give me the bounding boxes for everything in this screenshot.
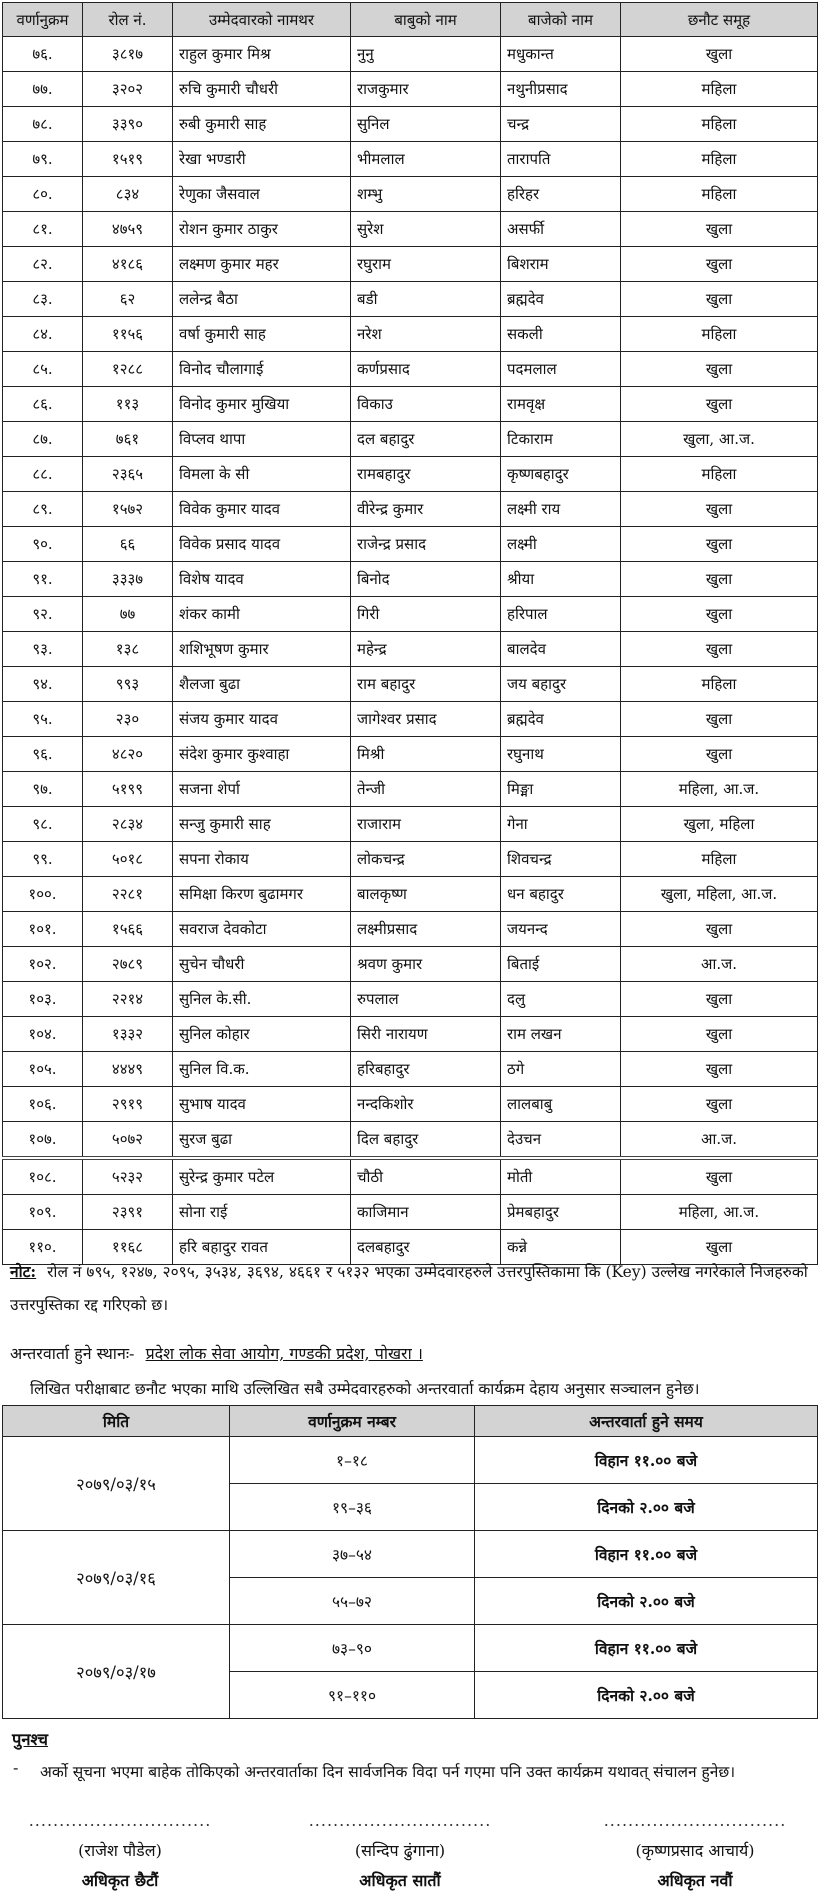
name-cell: शशिभूषण कुमार [173,632,351,667]
table-row [3,247,818,282]
table-row [3,72,818,107]
serial-cell: ९९. [3,842,83,877]
grandfather-name-cell: हरिपाल [501,597,621,632]
roll-cell: ११३ [83,387,173,422]
group-cell: खुला [621,527,818,562]
schedule-range: ७३–९० [230,1625,475,1672]
candidate-table [2,2,818,1265]
roll-cell: ६६ [83,527,173,562]
roll-cell: १५७२ [83,492,173,527]
roll-cell: ४१८६ [83,247,173,282]
serial-cell: ८६. [3,387,83,422]
signatory-name: (कृष्णप्रसाद आचार्य) [635,1841,755,1860]
name-cell: विवेक प्रसाद यादव [173,527,351,562]
roll-cell: ५२३२ [83,1158,173,1195]
schedule-range: ३७–५४ [230,1531,475,1578]
table-row [3,562,818,597]
group-cell: महिला [621,142,818,177]
name-cell: रुचि कुमारी चौधरी [173,72,351,107]
group-cell: खुला, आ.ज. [621,422,818,457]
name-cell: संदेश कुमार कुश्वाहा [173,737,351,772]
venue-label: अन्तरवार्ता हुने स्थानः- [10,1344,135,1363]
table-row [3,982,818,1017]
roll-cell: १५६६ [83,912,173,947]
group-cell: खुला [621,37,818,72]
father-name-cell: बिनोद [351,562,501,597]
serial-cell: ८९. [3,492,83,527]
table-row [3,1017,818,1052]
serial-cell: ७८. [3,107,83,142]
roll-cell: ४४४९ [83,1052,173,1087]
table-row [3,177,818,212]
serial-cell: ९६. [3,737,83,772]
father-name-cell: रामबहादुर [351,457,501,492]
roll-cell: ४८२० [83,737,173,772]
postscript-text: अर्को सूचना भएमा बाहेक तोकिएको अन्तरवार्ताका दिन सार्वजनिक विदा पर्न गएमा पनि उक्त कार्यक्रम यथावत् संचालन हुनेछ। [40,1763,736,1781]
table-row [3,457,818,492]
serial-cell: १०३. [3,982,83,1017]
serial-cell: ९५. [3,702,83,737]
schedule-header-range: वर्णानुक्रम नम्बर [230,1406,475,1437]
roll-cell: १२८८ [83,352,173,387]
roll-cell: २२१४ [83,982,173,1017]
roll-cell: ७६१ [83,422,173,457]
father-name-cell: काजिमान [351,1195,501,1230]
father-name-cell: कर्णप्रसाद [351,352,501,387]
table-row [3,772,818,807]
name-cell: विशेष यादव [173,562,351,597]
table-row [3,702,818,737]
group-cell: खुला [621,597,818,632]
group-cell: खुला [621,737,818,772]
serial-cell: ९१. [3,562,83,597]
grandfather-name-cell: रघुनाथ [501,737,621,772]
group-cell: खुला [621,562,818,597]
name-cell: राहुल कुमार मिश्र [173,37,351,72]
serial-cell: ८२. [3,247,83,282]
name-cell: सपना रोकाय [173,842,351,877]
note-text: रोल नं ७९५, १२४७, २०९५, ३५३४, ३६९४, ४६६१ र ५१३२ भएका उम्मेदवारहरुले उत्तरपुस्तिकामा कि (Key) उल्लेख नगरेकाले निजहरुको उत्तरपुस्तिका रद्द गरिएको छ। [10,1263,808,1314]
group-cell: खुला [621,1087,818,1122]
grandfather-name-cell: दलु [501,982,621,1017]
father-name-cell: राजेन्द्र प्रसाद [351,527,501,562]
table-row [3,597,818,632]
name-cell: सुरज बुढा [173,1122,351,1159]
table-row [3,387,818,422]
father-name-cell: दलबहादुर [351,1230,501,1265]
father-name-cell: नन्दकिशोर [351,1087,501,1122]
group-cell: आ.ज. [621,947,818,982]
postscript-bullet: - [13,1758,19,1777]
grandfather-name-cell: मिङ्मा [501,772,621,807]
roll-cell: ५०७२ [83,1122,173,1159]
roll-cell: ३२०२ [83,72,173,107]
father-name-cell: बडी [351,282,501,317]
name-cell: रुबी कुमारी साह [173,107,351,142]
serial-cell: १०७. [3,1122,83,1159]
signature-line: .............................. [308,1811,492,1830]
grandfather-name-cell: हरिहर [501,177,621,212]
father-name-cell: रुपलाल [351,982,501,1017]
roll-cell: ३३३७ [83,562,173,597]
father-name-cell: नरेश [351,317,501,352]
signatory-3 [595,1812,795,1896]
table-row [3,1087,818,1122]
father-name-cell: तेन्जी [351,772,501,807]
roll-cell: २९१९ [83,1087,173,1122]
roll-cell: ३८१७ [83,37,173,72]
grandfather-name-cell: श्रीया [501,562,621,597]
group-cell: खुला [621,702,818,737]
schedule-time: विहान ११.०० बजे [475,1437,818,1484]
name-cell: सोना राई [173,1195,351,1230]
table-row [3,632,818,667]
table-row [3,212,818,247]
grandfather-name-cell: कृष्णबहादुर [501,457,621,492]
father-name-cell: जागेश्वर प्रसाद [351,702,501,737]
group-cell: खुला [621,247,818,282]
signatory-rank: अधिकृत नवौं [657,1871,733,1890]
schedule-row [3,1437,818,1484]
father-name-cell: राजाराम [351,807,501,842]
father-name-cell: लक्ष्मीप्रसाद [351,912,501,947]
schedule-intro: लिखित परीक्षाबाट छनौट भएका माथि उल्लिखित सबै उम्मेदवारहरुको अन्तरवार्ता कार्यक्रम देहाय अनुसार सञ्चालन हुनेछ। [30,1380,700,1398]
serial-cell: ८५. [3,352,83,387]
table-row [3,1158,818,1195]
roll-cell: २३० [83,702,173,737]
table-row [3,142,818,177]
grandfather-name-cell: धन बहादुर [501,877,621,912]
name-cell: सन्जु कुमारी साह [173,807,351,842]
signatory-name: (सन्दिप ढुंगाना) [354,1841,446,1860]
group-cell: खुला [621,282,818,317]
signatory-1 [20,1812,220,1896]
grandfather-name-cell: शिवचन्द्र [501,842,621,877]
name-cell: सुभाष यादव [173,1087,351,1122]
table-row [3,807,818,842]
serial-cell: ९०. [3,527,83,562]
father-name-cell: राम बहादुर [351,667,501,702]
grandfather-name-cell: ब्रह्मदेव [501,702,621,737]
table-row [3,1195,818,1230]
group-cell: महिला [621,72,818,107]
serial-cell: १०२. [3,947,83,982]
grandfather-name-cell: गेना [501,807,621,842]
table-row [3,667,818,702]
group-cell: खुला [621,1052,818,1087]
name-cell: वर्षा कुमारी साह [173,317,351,352]
schedule-date: २०७९/०३/१५ [3,1437,230,1531]
grandfather-name-cell: सकली [501,317,621,352]
name-cell: विमला के सी [173,457,351,492]
interview-venue [10,1342,423,1364]
name-cell: सुरेन्द्र कुमार पटेल [173,1158,351,1195]
schedule-date: २०७९/०३/१७ [3,1625,230,1719]
group-cell: खुला [621,982,818,1017]
serial-cell: ११०. [3,1230,83,1265]
group-cell: महिला [621,177,818,212]
roll-cell: ९९३ [83,667,173,702]
signature-line: .............................. [28,1811,212,1830]
roll-cell: २३६५ [83,457,173,492]
roll-cell: २७८९ [83,947,173,982]
schedule-header-time: अन्तरवार्ता हुने समय [475,1406,818,1437]
table-row [3,107,818,142]
serial-cell: १०९. [3,1195,83,1230]
father-name-cell: भीमलाल [351,142,501,177]
grandfather-name-cell: प्रेमबहादुर [501,1195,621,1230]
serial-cell: ९७. [3,772,83,807]
father-name-cell: शम्भु [351,177,501,212]
roll-cell: २३९१ [83,1195,173,1230]
name-cell: विनोद चौलागाई [173,352,351,387]
header-grandfather-name: बाजेको नाम [501,3,621,37]
grandfather-name-cell: ब्रह्मदेव [501,282,621,317]
grandfather-name-cell: कन्ने [501,1230,621,1265]
header-candidate-name: उम्मेदवारको नामथर [173,3,351,37]
schedule-time: दिनको २.०० बजे [475,1672,818,1719]
roll-cell: ३३९० [83,107,173,142]
schedule-time: दिनको २.०० बजे [475,1484,818,1531]
name-cell: सजना शेर्पा [173,772,351,807]
grandfather-name-cell: असर्फी [501,212,621,247]
grandfather-name-cell: तारापति [501,142,621,177]
group-cell: खुला [621,1158,818,1195]
note-label: नोट: [10,1262,37,1281]
grandfather-name-cell: ठगे [501,1052,621,1087]
schedule-date: २०७९/०३/१६ [3,1531,230,1625]
header-selection-group: छनौट समूह [621,3,818,37]
serial-cell: ८७. [3,422,83,457]
serial-cell: ९८. [3,807,83,842]
grandfather-name-cell: चन्द्र [501,107,621,142]
roll-cell: ७७ [83,597,173,632]
group-cell: महिला [621,842,818,877]
group-cell: खुला [621,1230,818,1265]
serial-cell: ८०. [3,177,83,212]
grandfather-name-cell: रामवृक्ष [501,387,621,422]
grandfather-name-cell: नथुनीप्रसाद [501,72,621,107]
table-row [3,737,818,772]
signatory-2 [300,1812,500,1896]
signatory-rank: अधिकृत छैटौं [81,1871,159,1890]
father-name-cell: सिरी नारायण [351,1017,501,1052]
serial-cell: ९४. [3,667,83,702]
father-name-cell: नुनु [351,37,501,72]
name-cell: सुचेन चौधरी [173,947,351,982]
grandfather-name-cell: जय बहादुर [501,667,621,702]
signatory-rank: अधिकृत सातौं [359,1871,441,1890]
schedule-time: विहान ११.०० बजे [475,1531,818,1578]
grandfather-name-cell: मोती [501,1158,621,1195]
table-row [3,422,818,457]
father-name-cell: सुनिल [351,107,501,142]
roll-cell: ११५६ [83,317,173,352]
name-cell: शंकर कामी [173,597,351,632]
father-name-cell: चौठी [351,1158,501,1195]
grandfather-name-cell: बिताई [501,947,621,982]
group-cell: महिला, आ.ज. [621,772,818,807]
name-cell: रेखा भण्डारी [173,142,351,177]
grandfather-name-cell: लक्ष्मी [501,527,621,562]
name-cell: रेणुका जैसवाल [173,177,351,212]
roll-cell: २८३४ [83,807,173,842]
serial-cell: ९३. [3,632,83,667]
name-cell: सुनिल के.सी. [173,982,351,1017]
grandfather-name-cell: लालबाबु [501,1087,621,1122]
name-cell: विवेक कुमार यादव [173,492,351,527]
name-cell: समिक्षा किरण बुढामगर [173,877,351,912]
group-cell: खुला [621,212,818,247]
serial-cell: १०५. [3,1052,83,1087]
table-row [3,317,818,352]
father-name-cell: बालकृष्ण [351,877,501,912]
group-cell: महिला [621,107,818,142]
table-row [3,1052,818,1087]
table-row [3,1122,818,1159]
roll-cell: १५१९ [83,142,173,177]
father-name-cell: विकाउ [351,387,501,422]
father-name-cell: गिरी [351,597,501,632]
name-cell: विनोद कुमार मुखिया [173,387,351,422]
name-cell: रोशन कुमार ठाकुर [173,212,351,247]
postscript-title: पुनश्च [12,1730,49,1749]
name-cell: संजय कुमार यादव [173,702,351,737]
note-block [10,1255,810,1322]
grandfather-name-cell: बिशराम [501,247,621,282]
grandfather-name-cell: जयनन्द [501,912,621,947]
name-cell: विप्लव थापा [173,422,351,457]
father-name-cell: महेन्द्र [351,632,501,667]
schedule-range: ५५–७२ [230,1578,475,1625]
father-name-cell: दल बहादुर [351,422,501,457]
group-cell: खुला [621,632,818,667]
serial-cell: १००. [3,877,83,912]
group-cell: खुला [621,352,818,387]
father-name-cell: सुरेश [351,212,501,247]
serial-cell: १०६. [3,1087,83,1122]
serial-cell: ८१. [3,212,83,247]
group-cell: खुला [621,387,818,422]
name-cell: सुनिल वि.क. [173,1052,351,1087]
serial-cell: ७७. [3,72,83,107]
name-cell: ललेन्द्र बैठा [173,282,351,317]
grandfather-name-cell: पदमलाल [501,352,621,387]
roll-cell: ५०१८ [83,842,173,877]
table-row [3,492,818,527]
father-name-cell: दिल बहादुर [351,1122,501,1159]
grandfather-name-cell: मधुकान्त [501,37,621,72]
table-row [3,912,818,947]
serial-cell: १०१. [3,912,83,947]
table-row [3,282,818,317]
father-name-cell: वीरेन्द्र कुमार [351,492,501,527]
name-cell: शैलजा बुढा [173,667,351,702]
roll-cell: १३३२ [83,1017,173,1052]
father-name-cell: मिश्री [351,737,501,772]
group-cell: खुला [621,492,818,527]
interview-schedule-table [2,1405,818,1719]
roll-cell: ४७५९ [83,212,173,247]
roll-cell: ८३४ [83,177,173,212]
serial-cell: १०८. [3,1158,83,1195]
serial-cell: ८८. [3,457,83,492]
serial-cell: ८४. [3,317,83,352]
roll-cell: २२८१ [83,877,173,912]
schedule-time: विहान ११.०० बजे [475,1625,818,1672]
table-row [3,352,818,387]
group-cell: खुला [621,1017,818,1052]
serial-cell: १०४. [3,1017,83,1052]
group-cell: महिला [621,667,818,702]
table-row [3,37,818,72]
group-cell: महिला [621,317,818,352]
signatory-name: (राजेश पौडेल) [78,1841,162,1860]
group-cell: खुला [621,912,818,947]
group-cell: आ.ज. [621,1122,818,1159]
signature-line: .............................. [603,1811,787,1830]
group-cell: खुला, महिला [621,807,818,842]
table-row [3,527,818,562]
father-name-cell: लोकचन्द्र [351,842,501,877]
table-row [3,947,818,982]
serial-cell: ८३. [3,282,83,317]
table-header-row [3,3,818,37]
serial-cell: ९२. [3,597,83,632]
schedule-row [3,1531,818,1578]
grandfather-name-cell: लक्ष्मी राय [501,492,621,527]
name-cell: सवराज देवकोटा [173,912,351,947]
roll-cell: १३८ [83,632,173,667]
name-cell: सुनिल कोहार [173,1017,351,1052]
group-cell: खुला, महिला, आ.ज. [621,877,818,912]
header-father-name: बाबुको नाम [351,3,501,37]
schedule-row [3,1625,818,1672]
roll-cell: ६२ [83,282,173,317]
schedule-range: १–१८ [230,1437,475,1484]
father-name-cell: श्रवण कुमार [351,947,501,982]
grandfather-name-cell: राम लखन [501,1017,621,1052]
name-cell: लक्ष्मण कुमार महर [173,247,351,282]
serial-cell: ७९. [3,142,83,177]
name-cell: हरि बहादुर रावत [173,1230,351,1265]
schedule-header-row [3,1406,818,1437]
venue-place: प्रदेश लोक सेवा आयोग, गण्डकी प्रदेश, पोखरा । [145,1344,423,1363]
roll-cell: ५१९९ [83,772,173,807]
schedule-header-date: मिति [3,1406,230,1437]
header-roll-no: रोल नं. [83,3,173,37]
table-row [3,842,818,877]
serial-cell: ७६. [3,37,83,72]
schedule-range: ९१–११० [230,1672,475,1719]
group-cell: महिला [621,457,818,492]
grandfather-name-cell: देउचन [501,1122,621,1159]
schedule-range: १९–३६ [230,1484,475,1531]
father-name-cell: हरिबहादुर [351,1052,501,1087]
table-row [3,877,818,912]
father-name-cell: राजकुमार [351,72,501,107]
header-serial: वर्णानुक्रम [3,3,83,37]
schedule-time: दिनको २.०० बजे [475,1578,818,1625]
roll-cell: ११६८ [83,1230,173,1265]
group-cell: महिला, आ.ज. [621,1195,818,1230]
grandfather-name-cell: बालदेव [501,632,621,667]
grandfather-name-cell: टिकाराम [501,422,621,457]
father-name-cell: रघुराम [351,247,501,282]
